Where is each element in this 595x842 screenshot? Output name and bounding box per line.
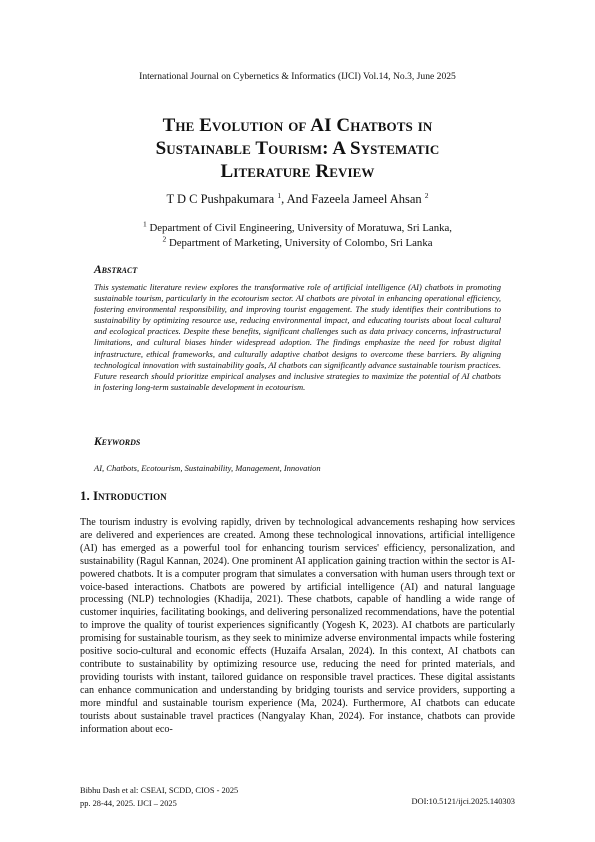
footer-line: Bibhu Dash et al: CSEAI, SCDD, CIOS - 2025 <box>80 786 239 795</box>
affiliation-mark: 1 <box>143 219 147 229</box>
abstract-heading: Abstract <box>94 264 138 276</box>
affiliation <box>0 236 595 251</box>
footer-citation <box>80 784 238 810</box>
author-affiliation-mark: 1 <box>277 190 282 200</box>
introduction-text: The tourism industry is evolving rapidly, driven by technological advancements reshaping how services are delivered and experiences are created. Among these technological innovations, artificial intelligence (AI) has emerged as a powerful tool for enhancing tourism services' efficiency, personalization, and sustainability (Ragul Kannan, 2024). One prominent AI application gaining traction within the sector is AI-powered chatbots. It is a computer program that simulates a conversation with human users through text or voice-based interactions. Chatbots are powered by artificial intelligence (AI) and natural language processing (NLP) technologies (Khadija, 2021). These chatbots, capable of handling a wide range of customer inquiries, facilitating bookings, and delivering personalized recommendations, have the potential to improve the quality of tourist experiences significantly (Yogesh K, 2023). AI chatbots are particularly promising for sustainable tourism, as they seek to minimize adverse environmental impacts while fostering positive socio-cultural and economic effects (Huzaifa Arsalan, 2024). In this context, AI chatbots can contribute to sustainability by optimizing resource use, reducing the need for printed materials, and providing tourists with instant, tailored guidance on responsible travel practices. These digital assistants can enhance communication and understanding by bridging tourists and service providers, supporting a more mindful and sustainable tourism experience (Ma, 2024). Furthermore, AI chatbots can educate tourists about sustainable travel practices (Nangyalay Khan, 2024). For instance, chatbots can provide information about eco- <box>80 517 515 735</box>
journal-header: International Journal on Cybernetics & Informatics (IJCI) Vol.14, No.3, June 2025 <box>139 71 456 82</box>
author-separator: , And <box>281 192 312 206</box>
keywords-text: AI, Chatbots, Ecotourism, Sustainability, Management, Innovation <box>94 463 321 473</box>
affiliations <box>0 221 595 251</box>
title-line-2: Sustainable Tourism: A Systematic <box>155 138 440 159</box>
paper-title <box>60 114 535 183</box>
author-name: T D C Pushpakumara <box>166 192 275 206</box>
footer-line: pp. 28-44, 2025. IJCI – 2025 <box>80 799 177 808</box>
section-heading-introduction: 1. Introduction <box>80 488 167 503</box>
author-list <box>0 192 595 207</box>
author-name: Fazeela Jameel Ahsan <box>311 192 422 206</box>
author-affiliation-mark: 2 <box>424 190 429 200</box>
abstract-text: This systematic literature review explores the transformative role of artificial intelligence (AI) chatbots in promoting sustainable tourism, particularly in the ecotourism sector. AI chatbots are pivotal in enhancing operational efficiency, fostering environmental responsibility, and improving tourist engagement. The study identifies their contributions to sustainability by optimizing resource use, reducing environmental impact, and educating tourists about local cultural and ecological practices. Despite these benefits, significant challenges such as data privacy concerns, infrastructural limitations, and cultural biases hinder widespread adoption. The findings emphasize the need for robust digital infrastructure, ethical frameworks, and culturally adaptive chatbot designs to overcome these barriers. By aligning technological innovation with sustainability goals, AI chatbots can significantly advance sustainable tourism practices. Future research should prioritize empirical analyses and inclusive strategies to maximize the potential of AI chatbots in fostering long-term sustainable development in ecotourism. <box>94 282 501 392</box>
title-line-1: The Evolution of AI Chatbots in <box>162 115 433 136</box>
affiliation-text: Department of Civil Engineering, University of Moratuwa, Sri Lanka, <box>149 222 452 234</box>
affiliation-mark: 2 <box>162 234 167 244</box>
affiliation-text: Department of Marketing, University of Colombo, Sri Lanka <box>168 237 433 249</box>
affiliation <box>0 221 595 236</box>
footer-doi: DOI:10.5121/ijci.2025.140303 <box>411 797 515 806</box>
title-line-3: Literature Review <box>220 161 375 182</box>
keywords-heading: Keywords <box>94 436 141 448</box>
